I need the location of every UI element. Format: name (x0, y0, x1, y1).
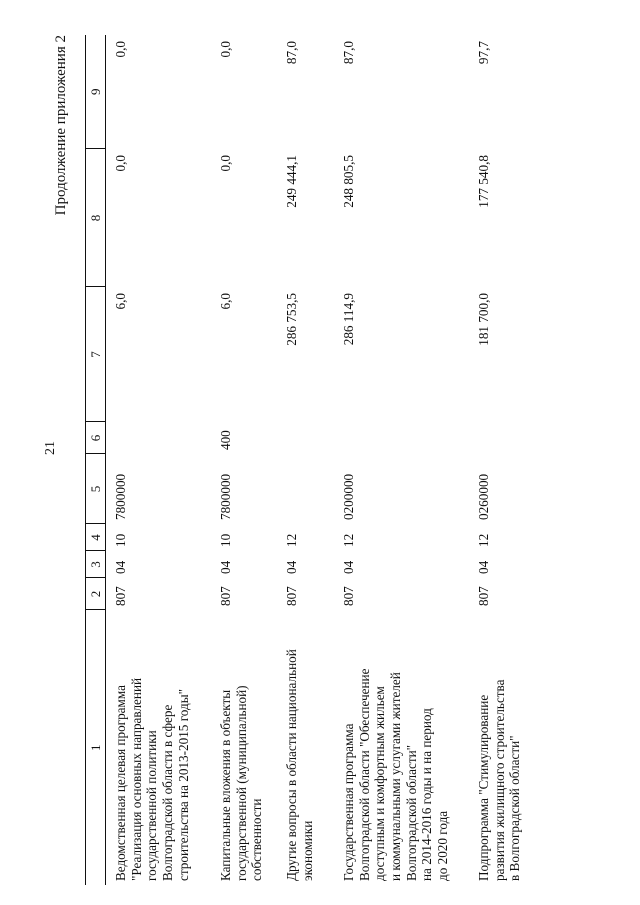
cell-col-2: 807 (476, 586, 492, 606)
header-col-1: 1 (86, 610, 106, 885)
cell-col-3: 04 (476, 560, 492, 574)
name-line: государственной (муниципальной) (233, 685, 249, 881)
name-line: Волгоградской области" (403, 744, 419, 881)
cell-col-5: 0200000 (341, 473, 357, 520)
header-col-5: 5 (86, 454, 106, 524)
cell-col-6 (277, 422, 334, 454)
cell-col-7: 286 753,5 (284, 293, 300, 346)
cell-col-9: 97,7 (476, 41, 492, 65)
name-line: Государственная программа (341, 723, 357, 881)
cell-col-5: 0260000 (476, 473, 492, 520)
header-col-2: 2 (86, 578, 106, 610)
row-name (106, 610, 212, 885)
cell-col-4: 10 (113, 533, 129, 547)
cell-col-6 (106, 422, 212, 454)
cell-col-7: 181 700,0 (476, 293, 492, 346)
cell-col-4: 12 (341, 533, 357, 547)
header-col-3: 3 (86, 551, 106, 578)
cell-col-3: 04 (284, 560, 300, 574)
cell-col-8: 0,0 (218, 155, 234, 172)
cell-col-4: 10 (218, 533, 234, 547)
name-line: Волгоградской области "Обеспечение (356, 668, 372, 881)
header-col-9: 9 (86, 35, 106, 149)
cell-col-3: 04 (341, 560, 357, 574)
row-name (211, 610, 277, 885)
cell-col-2: 807 (284, 586, 300, 606)
cell-col-6 (334, 422, 469, 454)
continuation-title: Продолжение приложения 2 (53, 35, 69, 216)
cell-col-9: 87,0 (284, 41, 300, 65)
cell-col-5: 7800000 (218, 473, 234, 520)
name-line: до 2020 года (434, 810, 450, 881)
name-line: Подпрограмма "Стимулирование (476, 694, 492, 881)
name-line: на 2014-2016 годы и на период (419, 708, 435, 881)
cell-col-5: 7800000 (113, 473, 129, 520)
cell-col-9: 0,0 (218, 41, 234, 58)
table-row (469, 35, 548, 885)
name-line: в Волгоградской области" (507, 735, 523, 881)
table-row (106, 35, 212, 885)
cell-col-6: 400 (218, 430, 234, 450)
cell-col-8: 249 444,1 (284, 155, 300, 208)
name-line: доступным и комфортным жильем (372, 686, 388, 881)
header-col-4: 4 (86, 524, 106, 551)
cell-col-2: 807 (341, 586, 357, 606)
cell-col-8: 177 540,8 (476, 155, 492, 208)
cell-col-3: 04 (113, 560, 129, 574)
page-number: 21 (43, 441, 58, 455)
cell-col-5 (277, 454, 334, 524)
name-line: "Реализация основных направлений (128, 677, 144, 881)
name-line: экономики (299, 820, 315, 881)
name-line: государственной политики (144, 730, 160, 881)
cell-col-2: 807 (218, 586, 234, 606)
cell-col-4: 12 (476, 533, 492, 547)
name-line: Другие вопросы в области национальной (284, 649, 300, 881)
name-line: строительства на 2013-2015 годы" (175, 689, 191, 881)
header-col-7: 7 (86, 287, 106, 422)
cell-col-9: 87,0 (341, 41, 357, 65)
header-col-6: 6 (86, 422, 106, 454)
name-line: Ведомственная целевая программа (113, 685, 129, 881)
table-row (334, 35, 469, 885)
rotated-page-content (53, 35, 615, 885)
name-line: Волгоградской области в сфере (160, 704, 176, 881)
name-line: собственности (249, 798, 265, 881)
header-col-8: 8 (86, 149, 106, 287)
cell-col-7: 286 114,9 (341, 293, 357, 346)
cell-col-3: 04 (218, 560, 234, 574)
cell-col-8: 0,0 (113, 155, 129, 172)
row-name (469, 610, 548, 885)
header-row (86, 35, 106, 885)
cell-col-6 (469, 422, 548, 454)
name-line: развития жилищного строительства (491, 679, 507, 881)
budget-table (85, 35, 548, 885)
name-line: и коммунальными услугами жителей (388, 672, 404, 881)
cell-col-2: 807 (113, 586, 129, 606)
cell-col-7: 6,0 (218, 293, 234, 310)
cell-col-4: 12 (284, 533, 300, 547)
table-row (277, 35, 334, 885)
cell-col-8: 248 805,5 (341, 155, 357, 208)
cell-col-7: 6,0 (113, 293, 129, 310)
table-row (211, 35, 277, 885)
row-name (334, 610, 469, 885)
cell-col-9: 0,0 (113, 41, 129, 58)
name-line: Капитальные вложения в объекты (218, 689, 234, 881)
row-name (277, 610, 334, 885)
